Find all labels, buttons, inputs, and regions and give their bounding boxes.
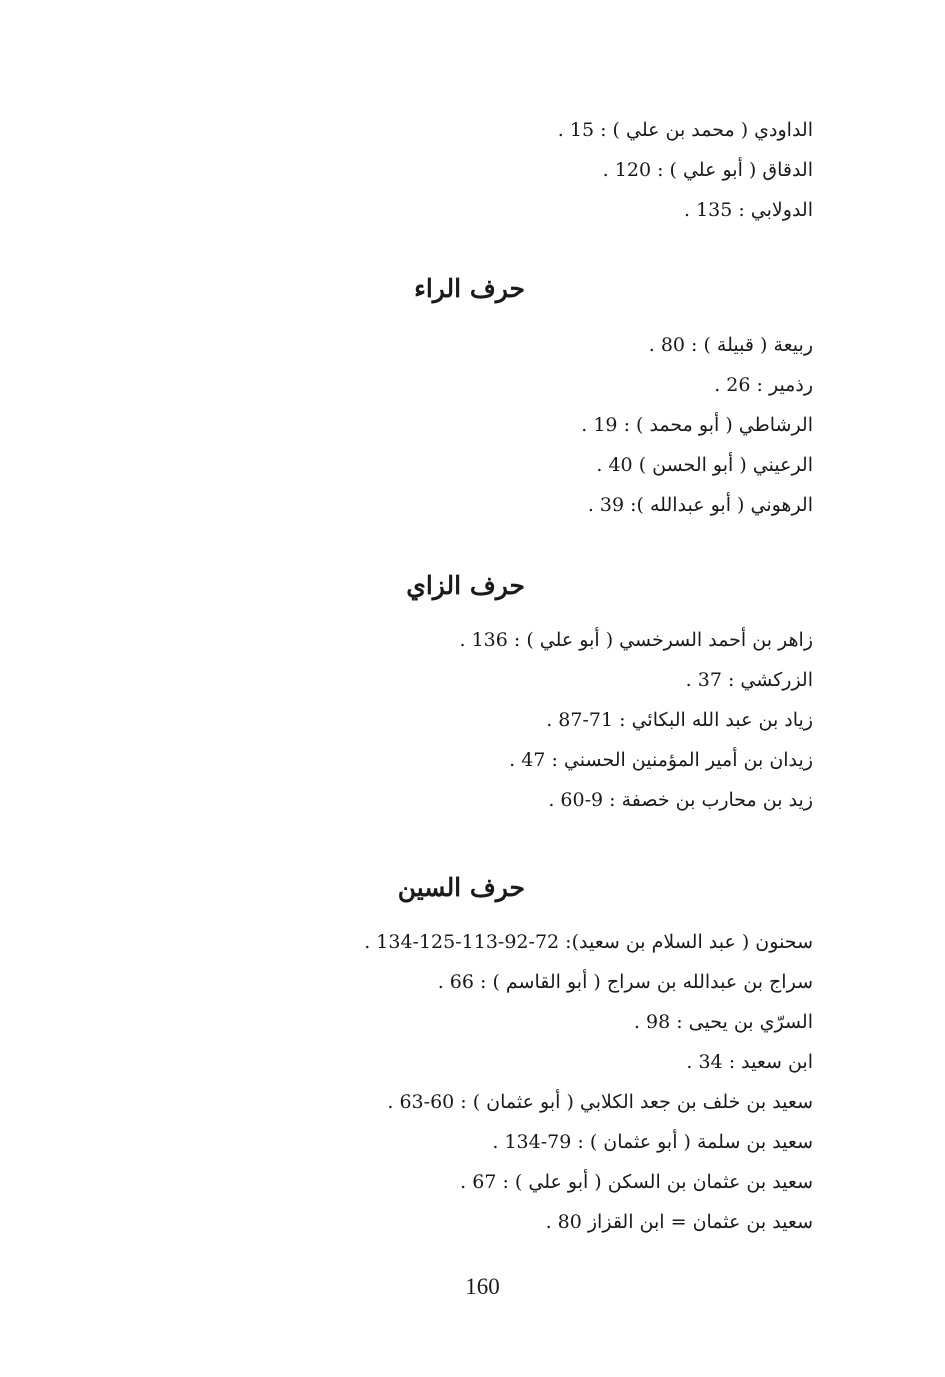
index-entry: الزركشي : 37 . — [685, 669, 813, 691]
index-entry: زيد بن محارب بن خصفة : 9-60 . — [548, 789, 813, 811]
index-entry: الرعيني ( أبو الحسن ) 40 . — [596, 454, 813, 476]
index-entry: السرّي بن يحيى : 98 . — [633, 1011, 813, 1033]
index-entry: زيدان بن أمير المؤمنين الحسني : 47 . — [509, 749, 813, 771]
index-entry: الدولابي : 135 . — [683, 199, 813, 221]
index-entry: الداودي ( محمد بن علي ) : 15 . — [557, 119, 813, 141]
index-entry: سعيد بن سلمة ( أبو عثمان ) : 79-134 . — [492, 1131, 813, 1153]
index-entry: سحنون ( عبد السلام بن سعيد): 72-92-113-125-134 . — [364, 931, 813, 953]
index-entry: الرهوني ( أبو عبدالله ): 39 . — [587, 494, 813, 516]
index-entry: سراج بن عبدالله بن سراج ( أبو القاسم ) : 66 . — [437, 971, 813, 993]
index-entry: زاهر بن أحمد السرخسي ( أبو علي ) : 136 . — [459, 629, 813, 651]
index-entry: سعيد بن عثمان بن السكن ( أبو علي ) : 67 . — [460, 1171, 813, 1193]
index-entry: رذمير : 26 . — [714, 374, 813, 396]
index-entry: الدقاق ( أبو علي ) : 120 . — [602, 159, 813, 181]
index-entry: زياد بن عبد الله البكائي : 71-87 . — [546, 709, 813, 731]
section-heading-ra: حرف الراء — [414, 274, 525, 303]
index-entry: سعيد بن خلف بن جعد الكلابي ( أبو عثمان ) : 60-63 . — [387, 1091, 813, 1113]
section-heading-sin: حرف السين — [397, 873, 525, 902]
page-number: 160 — [465, 1274, 500, 1299]
index-entry: ابن سعيد : 34 . — [686, 1051, 813, 1073]
index-entry: ربيعة ( قبيلة ) : 80 . — [648, 334, 813, 356]
index-entry: الرشاطي ( أبو محمد ) : 19 . — [581, 414, 813, 436]
section-heading-zay: حرف الزاي — [406, 571, 525, 600]
index-entry: سعيد بن عثمان = ابن القزاز 80 . — [545, 1211, 813, 1233]
